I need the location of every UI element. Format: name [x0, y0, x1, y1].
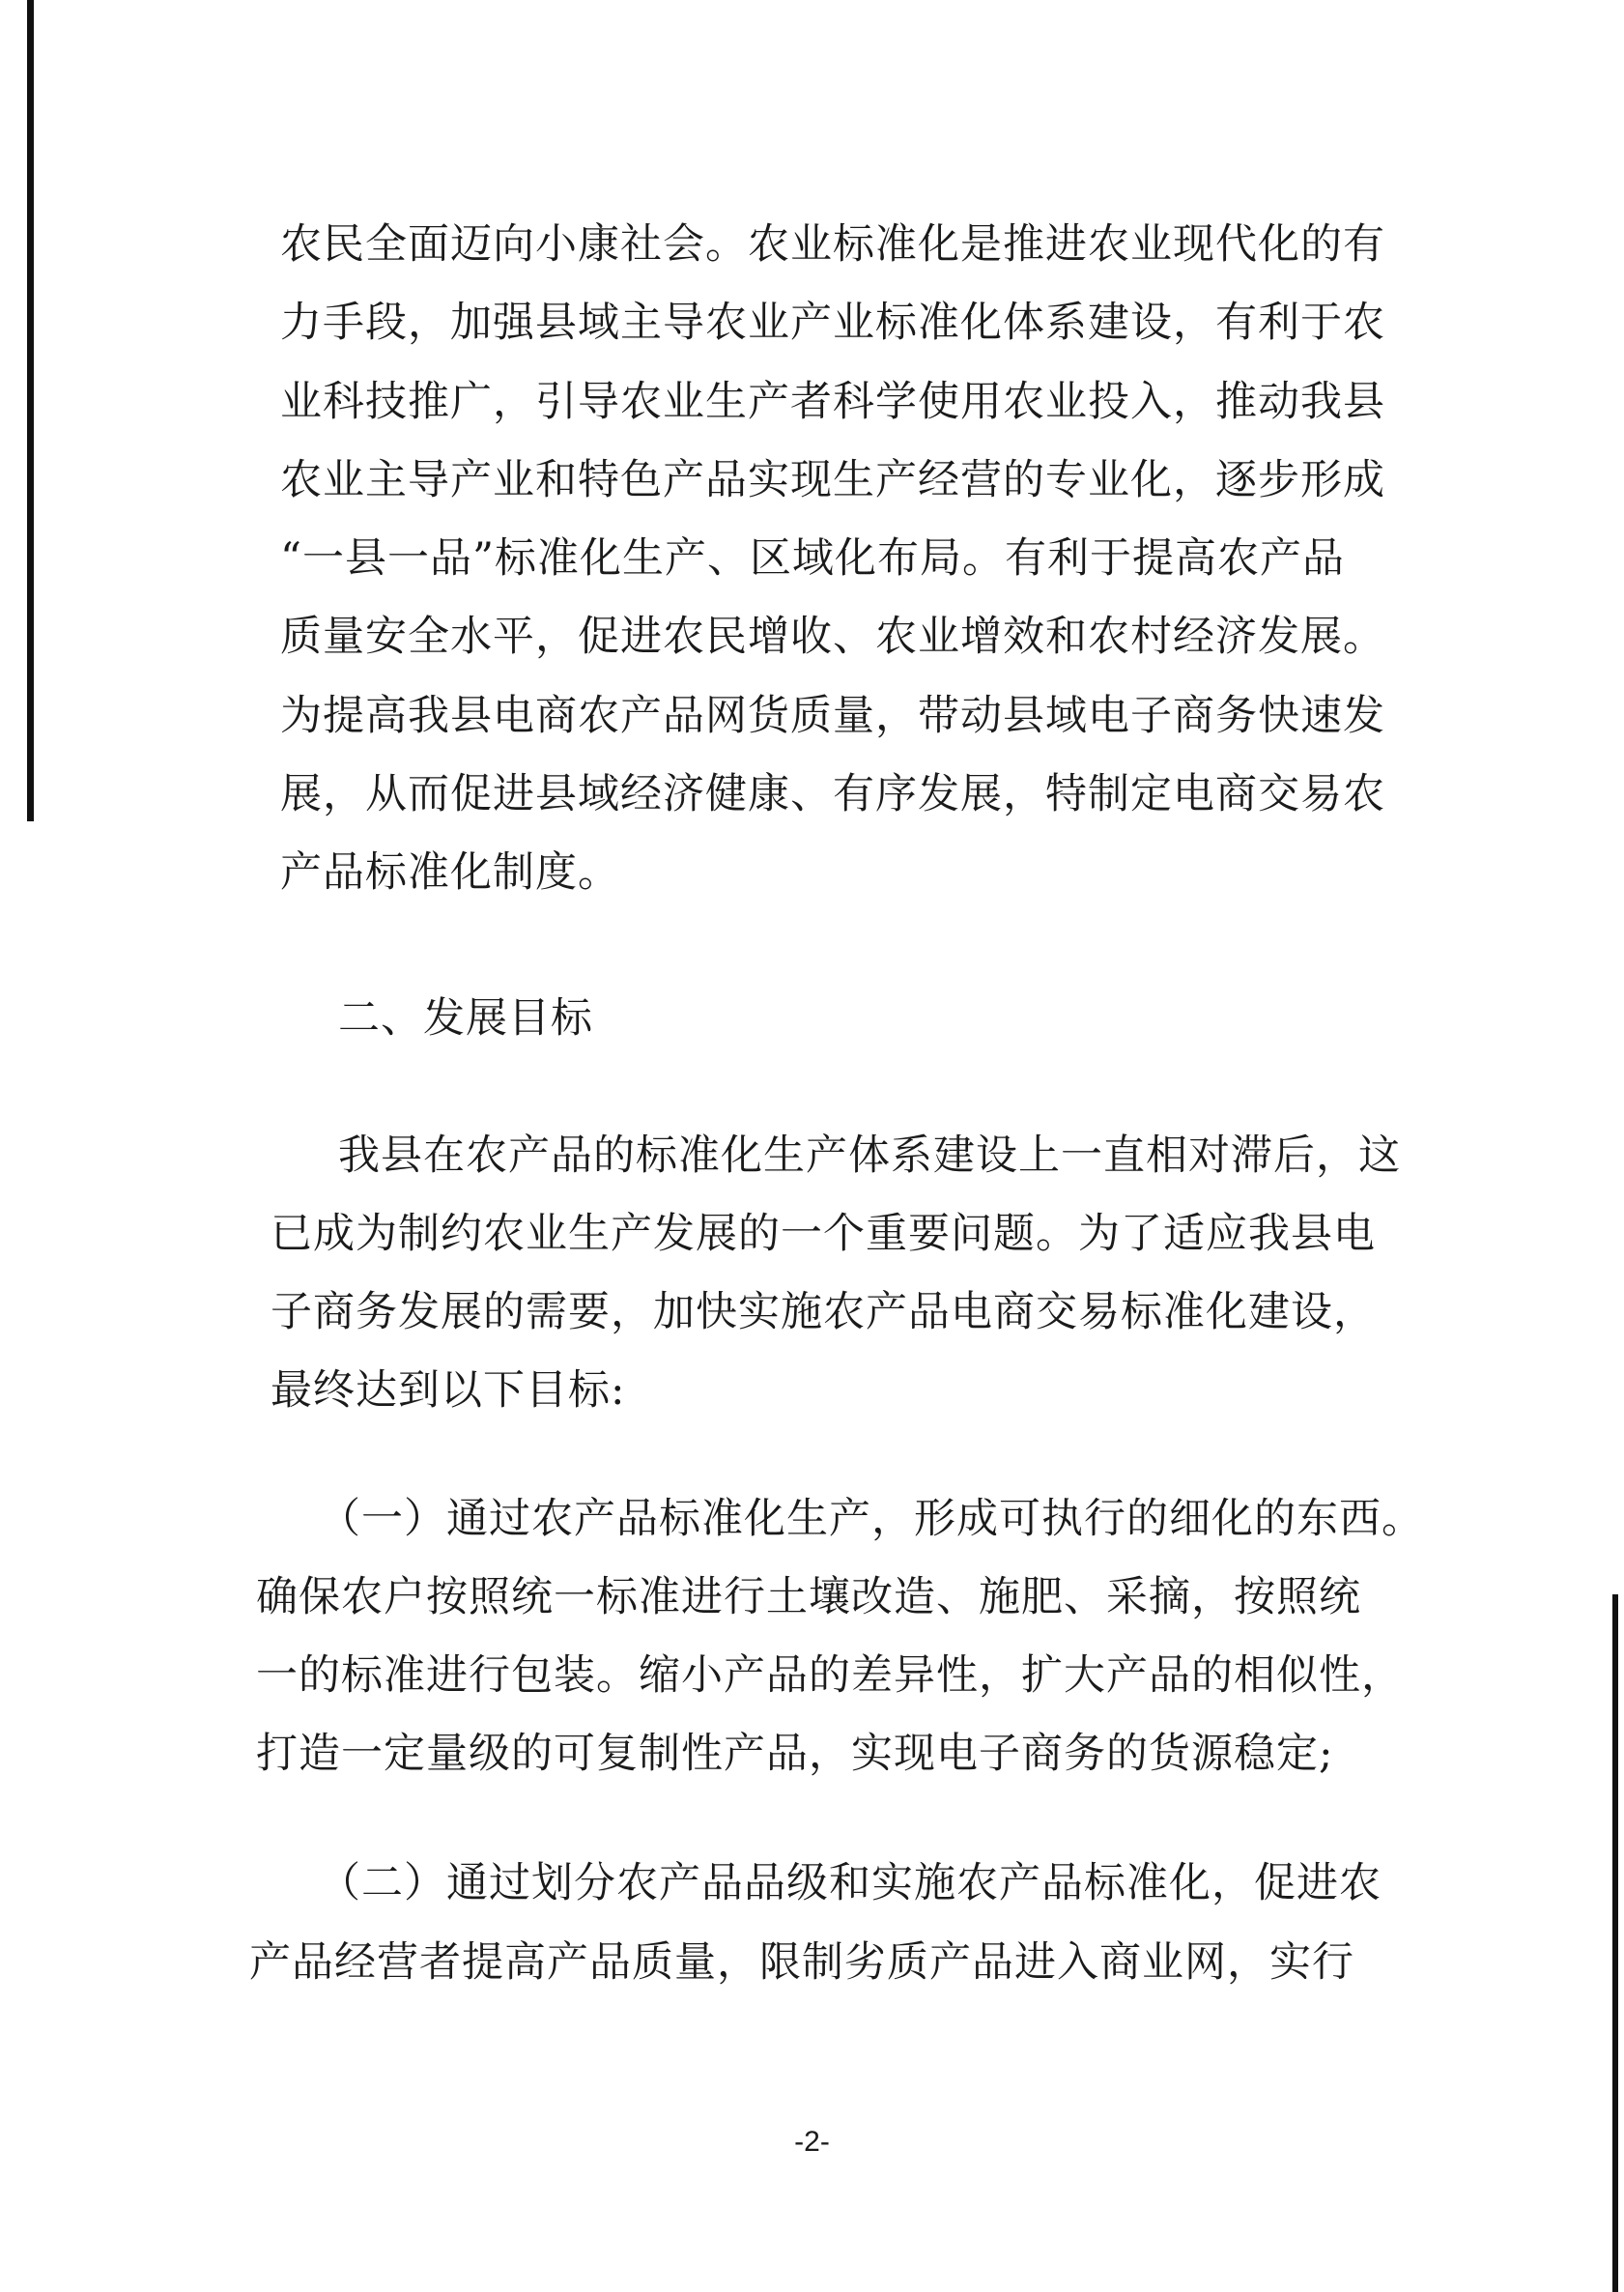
- text-line: （一）通过农产品标准化生产，形成可执行的细化的东西。: [319, 1495, 1424, 1543]
- text-line: 最终达到以下目标:: [271, 1366, 626, 1415]
- text-line: 产品标准化制度。: [280, 848, 620, 897]
- text-line: “一县一品”标准化生产、区域化布局。有利于提高农产品: [280, 534, 1345, 583]
- page-number: -2-: [794, 2126, 830, 2158]
- text-line: 业科技推广，引导农业生产者科学使用农业投入，推动我县: [280, 378, 1385, 426]
- text-line: 一的标准进行包装。缩小产品的差异性，扩大产品的相似性，: [256, 1651, 1404, 1700]
- text-line: （二）通过划分农产品品级和实施农产品标准化，促进农: [319, 1859, 1382, 1907]
- text-line: 子商务发展的需要，加快实施农产品电商交易标准化建设，: [271, 1288, 1376, 1336]
- text-line: 为提高我县电商农产品网货质量，带动县域电子商务快速发: [280, 692, 1385, 740]
- text-line: 展，从而促进县域经济健康、有序发展，特制定电商交易农: [280, 770, 1385, 818]
- text-line: 农业主导产业和特色产品实现生产经营的专业化，逐步形成: [280, 456, 1385, 504]
- scan-edge-right: [1612, 1594, 1618, 2292]
- scan-edge-left: [27, 0, 34, 821]
- text-line: 我县在农产品的标准化生产体系建设上一直相对滞后，这: [338, 1132, 1401, 1180]
- text-line: 质量安全水平，促进农民增收、农业增效和农村经济发展。: [280, 613, 1385, 661]
- text-line: 产品经营者提高产品质量，限制劣质产品进入商业网，实行: [249, 1938, 1354, 1987]
- section-heading: 二、发展目标: [338, 994, 593, 1043]
- text-line: 已成为制约农业生产发展的一个重要问题。为了适应我县电: [271, 1210, 1376, 1258]
- text-line: 打造一定量级的可复制性产品，实现电子商务的货源稳定;: [256, 1730, 1334, 1778]
- text-line: 力手段，加强县域主导农业产业标准化体系建设，有利于农: [280, 299, 1385, 347]
- text-line: 确保农户按照统一标准进行土壤改造、施肥、采摘，按照统: [256, 1573, 1361, 1621]
- text-line: 农民全面迈向小康社会。农业标准化是推进农业现代化的有: [280, 220, 1385, 269]
